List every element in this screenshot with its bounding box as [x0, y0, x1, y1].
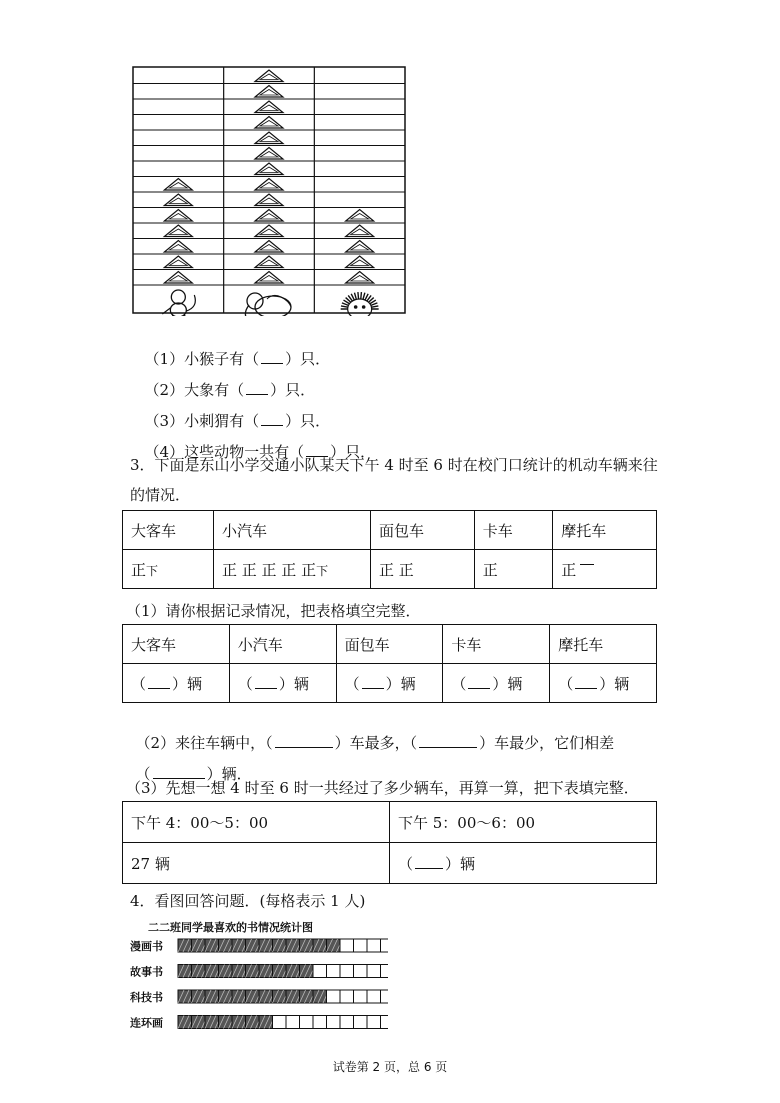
tally-cell: 正 正	[371, 550, 475, 589]
q2-item-2: （2）大象有（ ）只．	[144, 381, 316, 399]
bar-cell-filled	[192, 965, 206, 978]
q4-intro: 4．看图回答问题．(每格表示 1 人)	[130, 892, 366, 910]
answer-blank[interactable]	[362, 674, 384, 689]
category-label: 漫画书	[130, 940, 163, 953]
fill-cell: （ ）辆	[123, 664, 230, 703]
bar-row	[178, 965, 388, 978]
tally-header: 卡车	[474, 511, 553, 550]
bar-cell-empty	[381, 990, 389, 1003]
fill-cell: （ ）辆	[550, 664, 657, 703]
bar-cell-filled	[259, 990, 273, 1003]
category-label: 科技书	[130, 991, 163, 1004]
q3-intro: 3．下面是东山小学交通小队某天下午 4 时至 6 时在校门口统计的机动车辆来往的情况．	[130, 456, 658, 504]
tally-cell: 正 正 正 正 正下	[214, 550, 371, 589]
fill-header: 小汽车	[229, 625, 336, 664]
bar-cell-filled	[192, 1016, 206, 1029]
q3-sub2-line2: （ ）辆．	[135, 765, 252, 783]
time-table	[122, 801, 657, 884]
bar-cell-filled	[327, 939, 341, 952]
bar-cell-filled	[246, 1016, 260, 1029]
bar-row	[178, 990, 388, 1003]
bar-cell-empty	[381, 965, 389, 978]
bar-cell-filled	[300, 990, 314, 1003]
bar-cell-filled	[178, 990, 192, 1003]
time-header: 下午 4：00～5：00	[123, 802, 390, 843]
bar-cell-filled	[246, 939, 260, 952]
fill-header: 大客车	[123, 625, 230, 664]
fill-header: 卡车	[443, 625, 550, 664]
answer-blank[interactable]	[275, 733, 333, 748]
bar-row	[178, 939, 388, 952]
bar-cell-filled	[300, 939, 314, 952]
q3-sub1: （1）请你根据记录情况，把表格填空完整．	[126, 602, 421, 620]
bar-cell-filled	[192, 990, 206, 1003]
pictograph-chart	[132, 66, 406, 316]
bar-cell-empty	[354, 965, 368, 978]
tally-header: 大客车	[123, 511, 214, 550]
bar-cell-filled	[259, 939, 273, 952]
fill-cell: （ ）辆	[443, 664, 550, 703]
bar-cell-filled	[300, 965, 314, 978]
bar-cell-filled	[246, 990, 260, 1003]
q2-item-1: （1）小猴子有（ ）只．	[144, 350, 331, 368]
bar-cell-empty	[327, 1016, 341, 1029]
time-value: 27 辆	[123, 843, 390, 884]
bar-cell-empty	[354, 939, 368, 952]
bar-cell-empty	[367, 990, 381, 1003]
bar-cell-filled	[232, 939, 246, 952]
tally-header: 面包车	[371, 511, 475, 550]
bar-cell-filled	[178, 965, 192, 978]
fill-header: 摩托车	[550, 625, 657, 664]
bar-cell-empty	[340, 965, 354, 978]
category-label: 连环画	[130, 1016, 163, 1030]
tally-header: 小汽车	[214, 511, 371, 550]
q2-item-4: （4）这些动物一共有（ ）只．	[144, 443, 376, 461]
bar-cell-empty	[273, 1016, 287, 1029]
fill-header: 面包车	[336, 625, 443, 664]
bar-cell-filled	[205, 965, 219, 978]
bar-cell-empty	[340, 990, 354, 1003]
bar-cell-filled	[273, 965, 287, 978]
bar-cell-filled	[192, 939, 206, 952]
bar-cell-empty	[327, 965, 341, 978]
bar-cell-filled	[178, 1016, 192, 1029]
bar-cell-filled	[219, 965, 233, 978]
bar-cell-filled	[313, 990, 327, 1003]
bar-cell-filled	[273, 939, 287, 952]
answer-blank[interactable]	[255, 674, 277, 689]
answer-blank[interactable]	[468, 674, 490, 689]
bar-cell-filled	[205, 990, 219, 1003]
bar-cell-filled	[259, 965, 273, 978]
bar-cell-empty	[286, 1016, 300, 1029]
chart-title: 二二班同学最喜欢的书情况统计图	[148, 921, 313, 934]
q2-item-3: （3）小刺猬有（ ）只．	[144, 412, 331, 430]
bar-cell-empty	[313, 965, 327, 978]
bar-cell-filled	[178, 939, 192, 952]
bar-cell-filled	[286, 939, 300, 952]
bar-cell-empty	[327, 990, 341, 1003]
tally-cell: 正	[553, 550, 657, 589]
bar-cell-filled	[205, 1016, 219, 1029]
bar-cell-filled	[219, 939, 233, 952]
bar-cell-empty	[367, 1016, 381, 1029]
bar-cell-filled	[232, 990, 246, 1003]
bar-cell-filled	[286, 990, 300, 1003]
bar-cell-filled	[246, 965, 260, 978]
q3-sub2-line1: （2）来往车辆中，（ ）车最多，（ ）车最少，它们相差	[135, 734, 615, 752]
answer-blank[interactable]	[415, 854, 443, 869]
bar-cell-filled	[219, 990, 233, 1003]
bar-cell-empty	[367, 965, 381, 978]
bar-cell-empty	[354, 1016, 368, 1029]
book-bar-chart	[128, 935, 388, 1035]
tally-table	[122, 510, 657, 589]
bar-cell-filled	[273, 990, 287, 1003]
bar-cell-filled	[205, 939, 219, 952]
tally-cell: 正下	[123, 550, 214, 589]
answer-blank[interactable]	[148, 674, 170, 689]
bar-cell-empty	[381, 1016, 389, 1029]
bar-cell-empty	[340, 939, 354, 952]
bar-cell-filled	[286, 965, 300, 978]
bar-cell-empty	[313, 1016, 327, 1029]
bar-cell-filled	[219, 1016, 233, 1029]
q3-sub3: （3）先想一想 4 时至 6 时一共经过了多少辆车，再算一算，把下表填完整．	[126, 779, 639, 797]
monkey-icon	[162, 290, 195, 316]
category-label: 故事书	[130, 965, 163, 979]
time-header: 下午 5：00～6：00	[390, 802, 657, 843]
page-footer: 试卷第 2 页，总 6 页	[332, 1060, 448, 1074]
bar-cell-empty	[300, 1016, 314, 1029]
answer-blank[interactable]	[419, 733, 477, 748]
tally-cell: 正	[474, 550, 553, 589]
bar-cell-empty	[367, 939, 381, 952]
tally-header: 摩托车	[553, 511, 657, 550]
bar-cell-empty	[340, 1016, 354, 1029]
bar-cell-empty	[354, 990, 368, 1003]
bar-cell-filled	[232, 965, 246, 978]
bar-cell-filled	[259, 1016, 273, 1029]
answer-blank[interactable]	[575, 674, 597, 689]
bar-cell-filled	[232, 1016, 246, 1029]
fill-table	[122, 624, 657, 703]
fill-cell: （ ）辆	[336, 664, 443, 703]
fill-cell: （ ）辆	[229, 664, 336, 703]
time-value: （ ）辆	[390, 843, 657, 884]
bar-cell-empty	[381, 939, 389, 952]
bar-cell-filled	[313, 939, 327, 952]
bar-row	[178, 1016, 388, 1029]
